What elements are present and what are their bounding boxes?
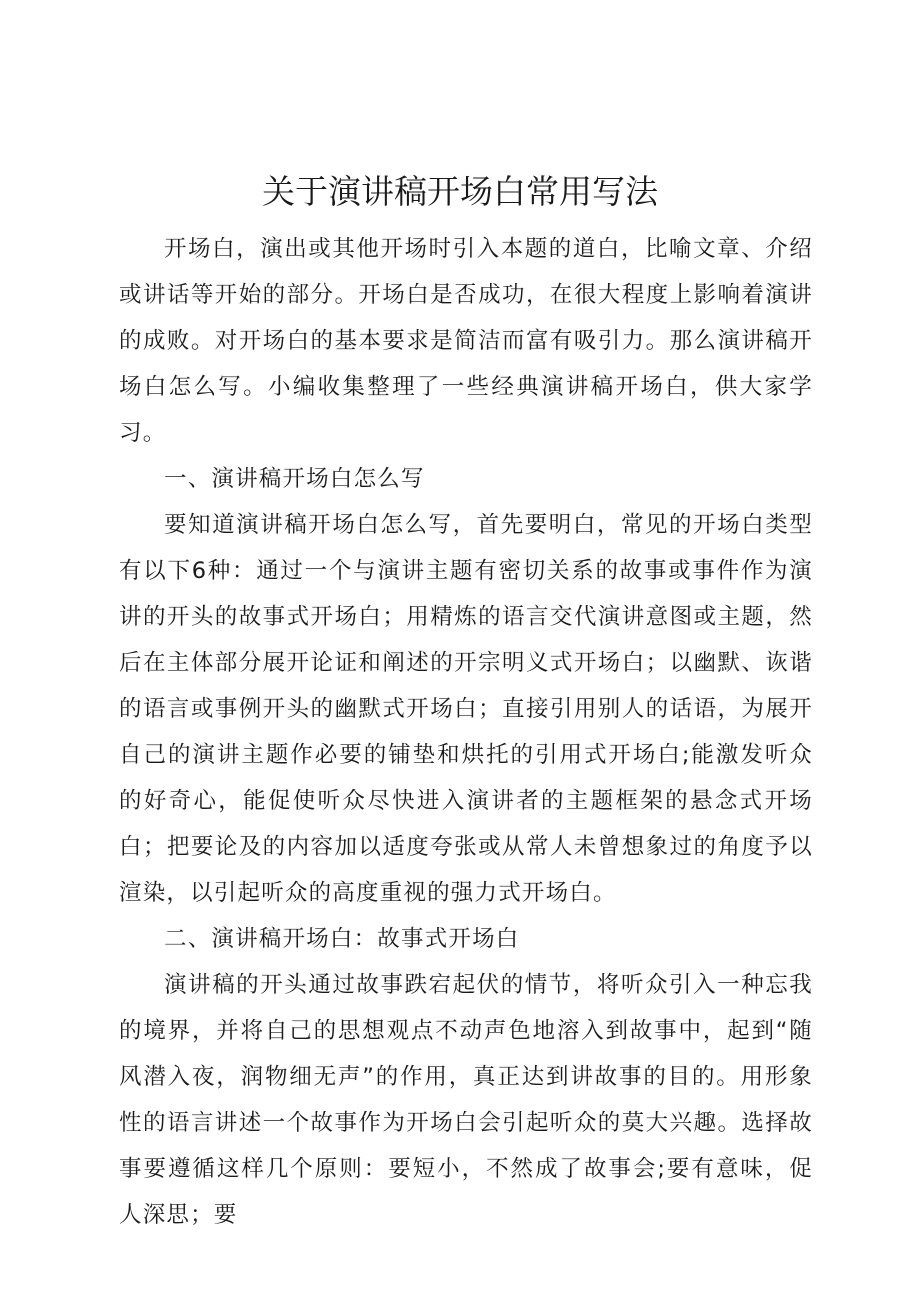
section-2-paragraph: 演讲稿的开头通过故事跌宕起伏的情节，将听众引入一种忘我的境界，并将自己的思想观点不动声色地溶入到故事中，起到“随风潜入夜，润物细无声”的作用，真正达到讲故事的目的。用形象性的语言讲述一个故事作为开场白会引起听众的莫大兴趣。选择故事要遵循这样几个原则：要短小，不然成了故事会;要有意味，促人深思；要 [119, 972, 813, 1228]
section-1-paragraph: 要知道演讲稿开场白怎么写，首先要明白，常见的开场白类型有以下6种：通过一个与演讲主题有密切关系的故事或事件作为演讲的开头的故事式开场白；用精炼的语言交代演讲意图或主题，然后在主体部分展开论证和阐述的开宗明义式开场白；以幽默、诙谐的语言或事例开头的幽默式开场白；直接引用别人的话语，为展开自己的演讲主题作必要的铺垫和烘托的引用式开场白;能激发听众的好奇心，能促使听众尽快进入演讲者的主题框架的悬念式开场白；把要论及的内容加以适度夸张或从常人未曾想象过的角度予以渲染，以引起听众的高度重视的强力式开场白。 [119, 512, 813, 906]
section-heading-1: 一、演讲稿开场白怎么写 [164, 466, 425, 492]
intro-paragraph: 开场白，演出或其他开场时引入本题的道白，比喻文章、介绍或讲话等开始的部分。开场白是否成功，在很大程度上影响着演讲的成败。对开场白的基本要求是简洁而富有吸引力。那么演讲稿开场白怎么写。小编收集整理了一些经典演讲稿开场白，供大家学习。 [119, 236, 813, 446]
document-title: 关于演讲稿开场白常用写法 [262, 172, 658, 211]
document-body [119, 226, 813, 1238]
section-heading-2: 二、演讲稿开场白：故事式开场白 [164, 926, 520, 952]
